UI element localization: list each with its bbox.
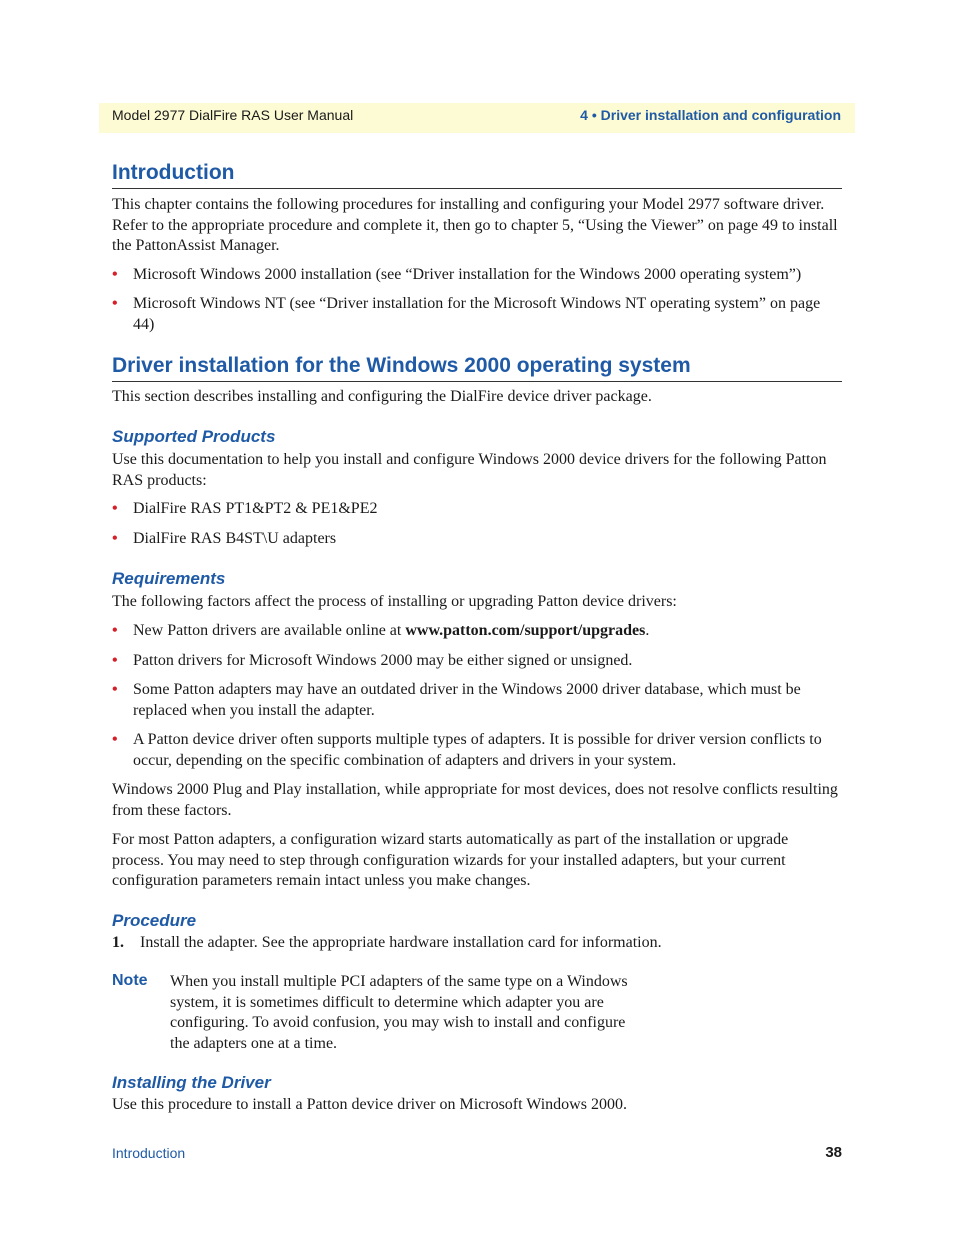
supported-paragraph: Use this documentation to help you install and configure Windows 2000 device drivers for the following Patton RAS products: xyxy=(112,451,827,489)
requirements-paragraph: The following factors affect the process of installing or upgrading Patton device drivers: xyxy=(112,593,677,610)
bullet-icon: • xyxy=(112,266,118,283)
heading-win2000: Driver installation for the Windows 2000 operating system xyxy=(112,354,842,382)
list-item: • Patton drivers for Microsoft Windows 2000 may be either signed or unsigned. xyxy=(112,651,843,672)
heading-installing-driver: Installing the Driver xyxy=(112,1073,271,1092)
list-item: • New Patton drivers are available online at www.patton.com/support/upgrades. xyxy=(112,621,843,642)
bullet-icon: • xyxy=(112,681,118,698)
requirements-paragraph-2: Windows 2000 Plug and Play installation, while appropriate for most devices, does not resolve conflicts resulting from these factors. xyxy=(112,781,838,819)
requirements-paragraph-3: For most Patton adapters, a configuration wizard starts automatically as part of the installation or upgrade process. You may need to step through configuration wizards for your installed adapters, but your current configuration parameters remain intact unless you make changes. xyxy=(112,831,789,889)
procedure-step xyxy=(112,933,843,954)
installing-paragraph: Use this procedure to install a Patton device driver on Microsoft Windows 2000. xyxy=(112,1096,627,1113)
page-number: 38 xyxy=(825,1144,842,1161)
bullet-icon: • xyxy=(112,530,118,547)
manual-title: Model 2977 DialFire RAS User Manual xyxy=(112,107,354,123)
heading-requirements: Requirements xyxy=(112,569,226,588)
bullet-icon: • xyxy=(112,500,118,517)
bullet-icon: • xyxy=(112,622,118,639)
list-item: • DialFire RAS B4ST\U adapters xyxy=(112,529,843,550)
bullet-icon: • xyxy=(112,652,118,669)
running-header xyxy=(99,103,855,133)
win2000-paragraph: This section describes installing and configuring the DialFire device driver package. xyxy=(112,388,652,405)
list-item: • Some Patton adapters may have an outdated driver in the Windows 2000 driver database, which must be replaced when you install the adapter. xyxy=(112,681,801,719)
intro-paragraph: This chapter contains the following procedures for installing and configuring your Model 2977 software driver. Refer to the appropriate procedure and complete it, then go to chapter 5, “Using the Viewer” on page 49 to install the PattonAssist Manager. xyxy=(112,196,838,254)
heading-introduction: Introduction xyxy=(112,161,842,189)
footer-section-name: Introduction xyxy=(112,1145,186,1161)
bullet-icon: • xyxy=(112,295,118,312)
list-item: • Microsoft Windows NT (see “Driver installation for the Microsoft Windows NT operating system” on page 44) xyxy=(112,295,821,333)
upgrades-link[interactable]: www.patton.com/support/upgrades xyxy=(405,622,646,639)
chapter-title: 4 • Driver installation and configuration xyxy=(580,107,841,123)
step-number: 1. xyxy=(112,934,124,951)
note-text: When you install multiple PCI adapters of the same type on a Windows system, it is sometimes difficult to determine which adapter you are configuring. To avoid confusion, you may wish to install and configure the adapters one at a time. xyxy=(170,973,628,1052)
note-label: Note xyxy=(112,972,148,989)
heading-procedure: Procedure xyxy=(112,911,197,930)
list-item: • A Patton device driver often supports multiple types of adapters. It is possible for driver version conflicts to occur, depending on the specific combination of adapters and drivers in your system. xyxy=(112,731,822,769)
step-text: Install the adapter. See the appropriate hardware installation card for information. xyxy=(140,934,662,951)
bullet-icon: • xyxy=(112,731,118,748)
list-item: • Microsoft Windows 2000 installation (see “Driver installation for the Windows 2000 operating system”) xyxy=(112,265,843,286)
list-item: • DialFire RAS PT1&PT2 & PE1&PE2 xyxy=(112,499,843,520)
heading-supported-products: Supported Products xyxy=(112,427,276,446)
